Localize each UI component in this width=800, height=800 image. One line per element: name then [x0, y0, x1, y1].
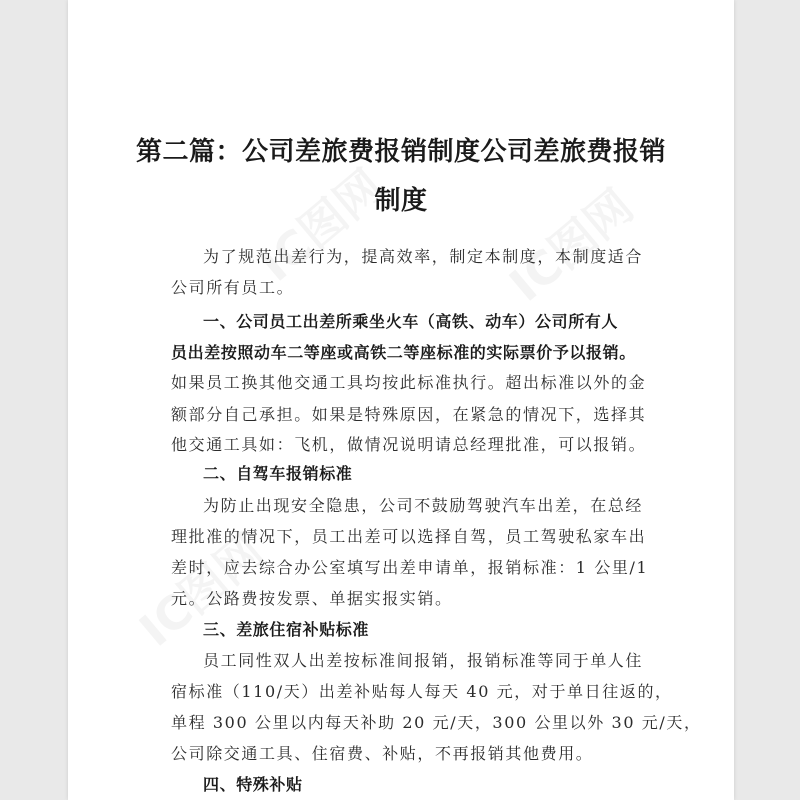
watermark [244, 152, 396, 294]
section2-body-line-4: 元。公路费按发票、单据实报实销。 [171, 589, 453, 608]
section4-heading: 四、特殊补贴 [203, 775, 303, 794]
section2-body-line-1: 为防止出现安全隐患，公司不鼓励驾驶汽车出差，在总经 [203, 496, 644, 515]
section2-heading: 二、自驾车报销标准 [203, 464, 353, 483]
document-page [68, 0, 734, 800]
section1-heading-line-1: 一、公司员工出差所乘坐火车（高铁、动车）公司所有人 [203, 312, 619, 331]
section1-body-line-2: 额部分自己承担。如果是特殊原因，在紧急的情况下，选择其 [171, 405, 647, 424]
section3-body-line-3: 单程 300 公里以内每天补助 20 元/天，300 公里以外 30 元/天， [171, 713, 702, 732]
document-title-line-1: 第二篇：公司差旅费报销制度公司差旅费报销 [135, 137, 666, 167]
section2-body-line-3: 差时，应去综合办公室填写出差申请单，报销标准：1 公里/1 [171, 558, 649, 577]
section2-body-line-2: 理批准的情况下，员工出差可以选择自驾，员工驾驶私家车出 [171, 527, 647, 546]
document-title-line-2: 制度 [374, 186, 428, 216]
section1-heading-line-2: 员出差按照动车二等座或高铁二等座标准的实际票价予以报销。 [171, 343, 636, 362]
section3-heading: 三、差旅住宿补贴标准 [203, 620, 370, 639]
section3-body-line-2: 宿标准（110/天）出差补贴每人每天 40 元，对于单日往返的， [171, 682, 673, 701]
section3-body-line-4: 公司除交通工具、住宿费、补贴，不再报销其他费用。 [171, 744, 594, 763]
intro-line-2: 公司所有员工。 [171, 278, 295, 297]
section1-body-line-3: 他交通工具如：飞机，做情况说明请总经理批准，可以报销。 [171, 435, 647, 454]
intro-line-1: 为了规范出差行为，提高效率，制定本制度，本制度适合 [203, 247, 644, 266]
section1-body-line-1: 如果员工换其他交通工具均按此标准执行。超出标准以外的金 [171, 373, 647, 392]
section3-body-line-1: 员工同性双人出差按标准间报销，报销标准等同于单人住 [203, 651, 644, 670]
